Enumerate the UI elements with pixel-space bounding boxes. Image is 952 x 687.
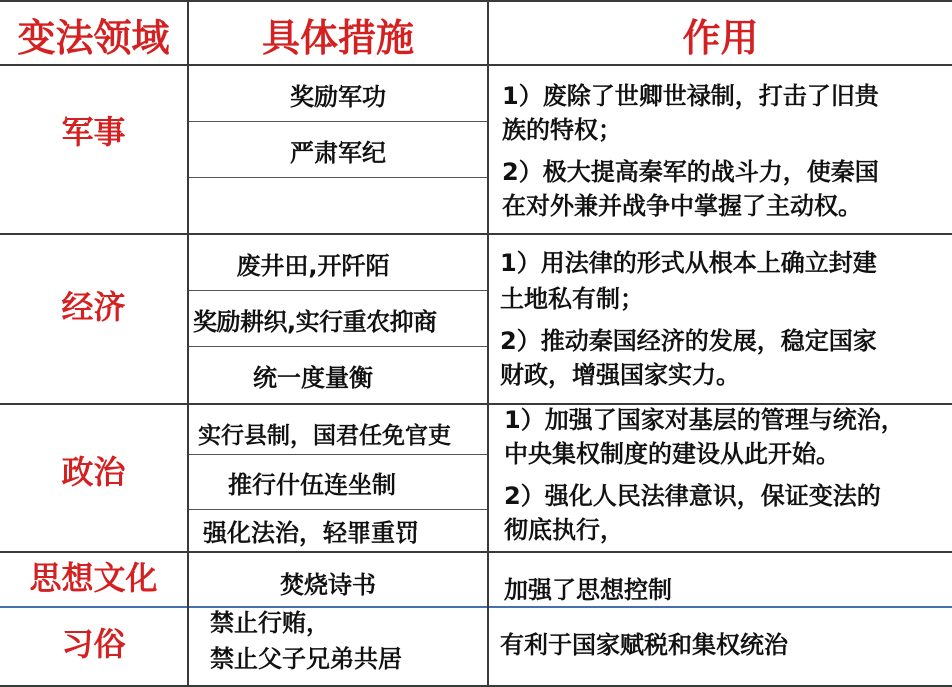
measure-divider	[188, 290, 488, 291]
measure-divider	[188, 177, 488, 178]
effect-line: 财政，增强国家实力。	[500, 361, 740, 389]
header-area: 变法领域	[17, 15, 170, 60]
effect-line: 在对外兼并战争中掌握了主动权。	[502, 192, 862, 220]
effect-line: 1）用法律的形式从根本上确立封建	[500, 249, 877, 277]
measure-item: 禁止行贿，	[210, 609, 330, 637]
header-measures: 具体措施	[261, 15, 414, 60]
measure-divider	[188, 454, 488, 455]
effect-customs: 有利于国家赋税和集权统治	[500, 630, 788, 659]
measure-item: 统一度量衡	[253, 364, 373, 392]
measure-item: 实行县制，国君任免官吏	[198, 422, 451, 449]
area-culture: 思想文化	[29, 558, 158, 597]
area-economy: 经济	[61, 288, 126, 326]
measure-item: 废井田,开阡陌	[236, 251, 390, 280]
effect-line: 2）推动秦国经济的发展，稳定国家	[500, 327, 877, 355]
effect-line: 1）废除了世卿世禄制，打击了旧贵	[502, 82, 879, 110]
effect-line: 2）强化人民法律意识，保证变法的	[504, 482, 881, 510]
effect-line: 彻底执行，	[504, 516, 624, 544]
measure-item: 奖励军功	[290, 83, 386, 111]
measure-item: 禁止父子兄弟共居	[210, 645, 402, 673]
effect-line: 土地私有制；	[500, 285, 644, 313]
measure-item: 奖励耕织,实行重农抑商	[193, 307, 437, 336]
effect-line: 2）极大提高秦军的战斗力，使秦国	[502, 158, 879, 186]
row-military-bottom-border	[0, 233, 952, 235]
table-top-border	[0, 0, 952, 2]
column-divider-right	[487, 0, 489, 687]
header-effects: 作用	[682, 15, 759, 60]
header-bottom-border	[0, 64, 952, 66]
area-military: 军事	[61, 113, 126, 151]
measure-item: 推行什伍连坐制	[228, 471, 396, 499]
area-politics: 政治	[61, 453, 126, 491]
measure-item: 焚烧诗书	[280, 570, 376, 599]
measures-customs	[210, 606, 402, 676]
effect-culture: 加强了思想控制	[504, 575, 672, 604]
effect-line: 中央集权制度的建设从此开始。	[504, 440, 840, 468]
effect-line: 族的特权；	[502, 116, 622, 144]
row-culture-bottom-border	[0, 606, 952, 608]
effects-economy	[500, 246, 877, 392]
measure-divider	[188, 121, 488, 122]
measure-item: 强化法治，轻罪重罚	[203, 519, 419, 547]
effect-line: 1）加强了国家对基层的管理与统治，	[504, 406, 905, 434]
measure-divider	[188, 346, 488, 347]
measure-item: 严肃军纪	[290, 138, 386, 167]
area-customs: 习俗	[61, 625, 126, 663]
effects-politics	[504, 403, 905, 547]
effects-military	[502, 79, 879, 223]
